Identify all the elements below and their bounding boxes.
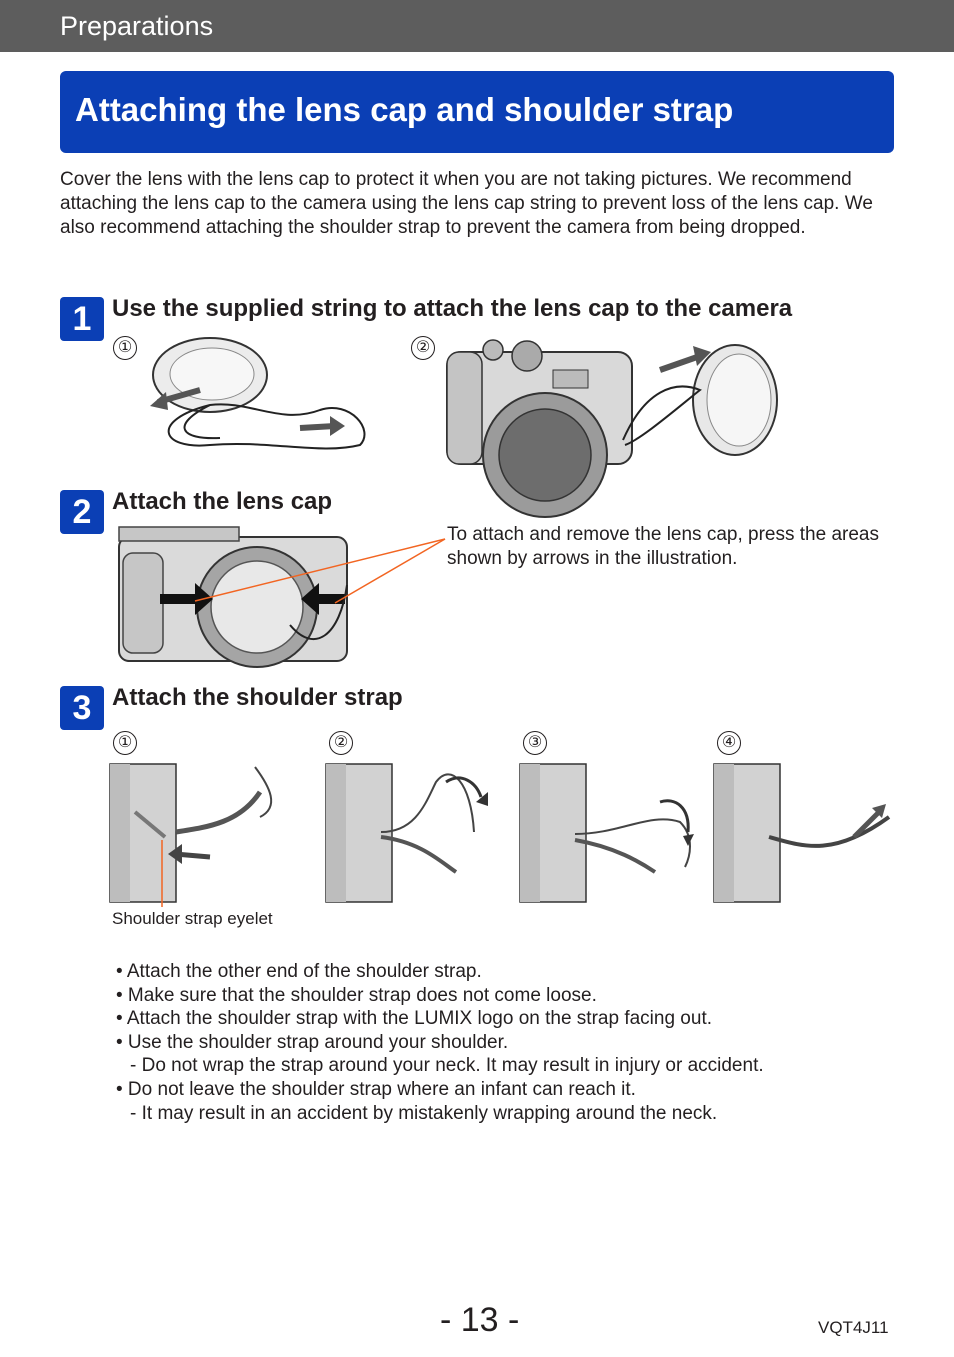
list-item: • Use the shoulder strap around your shoulder. [116, 1031, 509, 1053]
step-2-badge: 2 [60, 490, 104, 534]
strap-step-4-illustration [714, 762, 894, 902]
step-1-badge: 1 [60, 297, 104, 341]
strap-step-2-illustration [326, 762, 506, 902]
strap-notes-list [116, 960, 764, 1125]
camera-with-string-illustration [445, 330, 785, 470]
list-item: - It may result in an accident by mistakenly wrapping around the neck. [130, 1102, 718, 1124]
page-title-box [60, 71, 894, 153]
section-header [0, 0, 954, 52]
strap-step-1-illustration [110, 762, 290, 902]
list-item: • Do not leave the shoulder strap where an infant can reach it. [116, 1078, 636, 1100]
list-item: • Attach the other end of the shoulder strap. [116, 961, 482, 982]
intro-paragraph: Cover the lens with the lens cap to protect it when you are not taking pictures. We recommend attaching the lens cap to the camera using the lens cap string to prevent loss of the lens cap. We also recommend attaching the shoulder strap to prevent the camera from being dropped. [60, 169, 873, 238]
page-title: Attaching the lens cap and shoulder strap [75, 91, 734, 128]
step-3-substep-1: ① [113, 731, 137, 755]
page-number: - 13 - [440, 1301, 520, 1339]
step-1-substep-1: ① [113, 336, 137, 360]
list-item: - Do not wrap the strap around your neck. It may result in injury or accident. [130, 1055, 764, 1077]
step-3-title: Attach the shoulder strap [112, 684, 403, 711]
lens-cap-string-illustration [140, 330, 380, 460]
step-1-title: Use the supplied string to attach the lens cap to the camera [112, 295, 793, 322]
section-label: Preparations [60, 11, 214, 41]
step-3-badge: 3 [60, 686, 104, 730]
step-2-title: Attach the lens cap [112, 488, 333, 515]
step-3-substep-2: ② [329, 731, 353, 755]
lens-cap-note: To attach and remove the lens cap, press the areas shown by arrows in the illustration. [447, 524, 879, 569]
list-item: • Attach the shoulder strap with the LUMIX logo on the strap facing out. [116, 1008, 712, 1030]
step-3-substep-3: ③ [523, 731, 547, 755]
shoulder-strap-eyelet-callout: Shoulder strap eyelet [112, 909, 273, 928]
document-code: VQT4J11 [818, 1318, 889, 1337]
strap-step-3-illustration [520, 762, 700, 902]
camera-lens-cap-illustration [115, 525, 355, 665]
list-item: • Make sure that the shoulder strap does not come loose. [116, 984, 597, 1006]
step-1-substep-2: ② [411, 336, 435, 360]
step-3-substep-4: ④ [717, 731, 741, 755]
